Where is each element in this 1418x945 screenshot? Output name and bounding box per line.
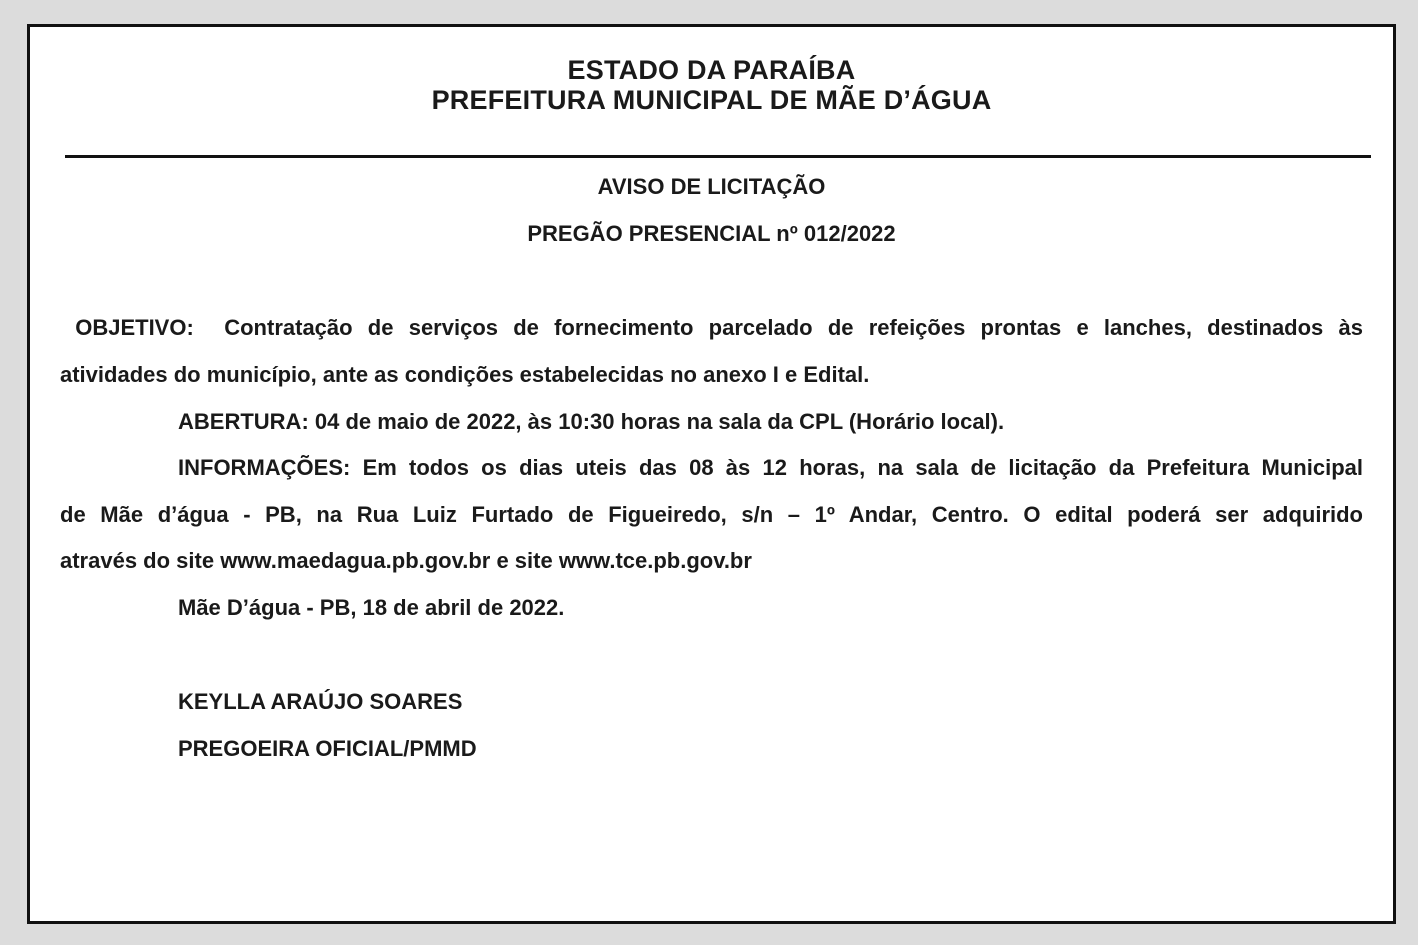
objective-line-2: atividades do município, ante as condições estabelecidas no anexo I e Edital. bbox=[60, 362, 870, 387]
info-line-2: de Mãe d’água - PB, na Rua Luiz Furtado de Figueiredo, s/n – 1º Andar, Centro. O edital poderá ser adquirido bbox=[60, 502, 1363, 527]
date-place-line: Mãe D’água - PB, 18 de abril de 2022. bbox=[178, 595, 565, 620]
notice-title: AVISO DE LICITAÇÃO bbox=[597, 174, 826, 199]
signatory-role: PREGOEIRA OFICIAL/PMMD bbox=[178, 736, 477, 761]
header-municipality: PREFEITURA MUNICIPAL DE MÃE D’ÁGUA bbox=[431, 85, 992, 115]
signatory-name: KEYLLA ARAÚJO SOARES bbox=[178, 689, 463, 714]
header-state: ESTADO DA PARAÍBA bbox=[567, 55, 856, 85]
header-divider bbox=[65, 155, 1371, 158]
objective-line-1: OBJETIVO: Contratação de serviços de fornecimento parcelado de refeições prontas e lanches, destinados às bbox=[60, 315, 1363, 340]
info-line-3: através do site www.maedagua.pb.gov.br e site www.tce.pb.gov.br bbox=[60, 548, 752, 573]
notice-box bbox=[27, 24, 1396, 924]
opening-line: ABERTURA: 04 de maio de 2022, às 10:30 horas na sala da CPL (Horário local). bbox=[178, 409, 1005, 434]
notice-number: PREGÃO PRESENCIAL nº 012/2022 bbox=[527, 221, 896, 246]
info-line-1: INFORMAÇÕES: Em todos os dias uteis das 08 às 12 horas, na sala de licitação da Prefeitura Municipal bbox=[178, 455, 1363, 480]
